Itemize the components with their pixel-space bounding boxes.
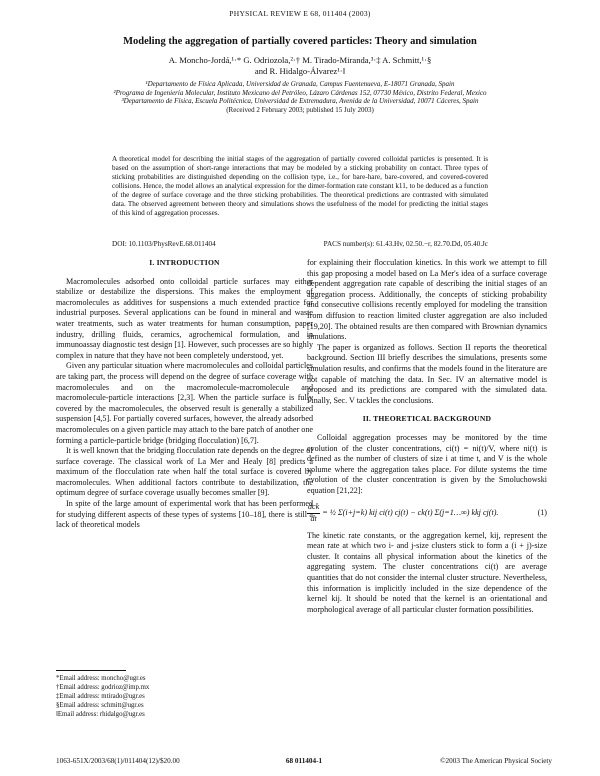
journal-header: PHYSICAL REVIEW E 68, 011404 (2003) xyxy=(229,9,371,18)
footer-issn: 1063-651X/2003/68(1)/011404(12)/$20.00 xyxy=(56,757,180,765)
intro-paragraph: The paper is organized as follows. Section II reports the theoretical background. Section III briefly describes the simulations, presents some simulation results, and confirms that the models found in the literature are not capable of matching the data. In Sec. IV an alternative model is proposed and its predictions are compared with the simulated data. Finally, Sec. V tackles the conclusions. xyxy=(307,342,547,405)
authors-line-1: A. Moncho-Jordá,¹·* G. Odriozola,²·† M. Tirado-Miranda,³·‡ A. Schmitt,¹·§ xyxy=(168,55,432,65)
section-1-heading: I. INTRODUCTION xyxy=(149,258,220,267)
background-paragraph: The kinetic rate constants, or the aggregation kernel, kij, represent the mean rate at which two i- and j-size clusters stick to form a (i + j)-size cluster. It contains all physical information about the kinetics of the aggregating system. The cluster concentrations ci(t) are average quantities that do not consider the internal cluster structure. Nevertheless, this information is implicitly included in the size dependence of the kernel kij. It should be noted that the kernel is an orientational and morphological average of all particular cluster formation possibilities. xyxy=(307,530,547,614)
smoluchowski-equation xyxy=(307,502,547,524)
footnotes xyxy=(56,670,276,719)
equation-rhs: = ½ Σ(i+j=k) kij ci(t) cj(t) − ck(t) Σ(j=1…∞) kkj cj(t). xyxy=(322,508,499,518)
footnote-email: *Email address: moncho@ugr.es xyxy=(56,675,146,682)
intro-paragraph: It is well known that the bridging flocculation rate depends on the degree of surface coverage. The classical work of La Mer and Healy [8] predicts a maximum of the flocculation rate when half the total surface is covered by macromolecules. When additional factors contribute to destabilization, the optimum degree of surface coverage usually becomes smaller [9]. xyxy=(56,446,313,498)
footnote-email: ‖Email address: rhidalgo@ugr.es xyxy=(56,711,145,718)
footer-copyright: ©2003 The American Physical Society xyxy=(440,757,552,765)
doi-pacs-line xyxy=(112,240,488,248)
intro-paragraph: In spite of the large amount of experimental work that has been performed for studying different aspects of these types of systems [10–18], there is still a lack of theoretical models xyxy=(56,499,313,530)
footnote-email: §Email address: schmitt@ugr.es xyxy=(56,702,144,709)
left-column xyxy=(56,258,313,531)
footnote-divider xyxy=(56,670,126,671)
equation-number: (1) xyxy=(537,508,547,518)
footnote-email: †Email address: godrioz@imp.mx xyxy=(56,684,150,691)
abstract: A theoretical model for describing the initial stages of the aggregation of partially covered colloidal particles is presented. It is based on the assumption of short-range interactions that may be modeled by a sticking probability on contact. Three types of sticking probabilities are distinguished depending on the collision type, i.e., for bare-hare, bare-covered, and covered-covered collisions. Hence, the model allows an analytical expression for the dimer-formation rate constant k11, to be deduced as a function of the degree of surface coverage and the three sticking probabilities. The theoretical predictions are contrasted with simulated data. The observed agreement between theory and simulations shows the usefulness of the model for predicting the initial stages of this kind of aggregation processes. xyxy=(112,155,488,217)
intro-continuation: for explaining their flocculation kinetics. In this work we attempt to fill this gap proposing a model based on La Mer's idea of a surface coverage dependent aggregation rate capable of describing the initial stages of an aggregation process. Additionally, the concepts of sticking probability and consecutive collisions recently employed for modeling the transition from diffusion to reaction limited cluster aggregation are also included [19,20]. The obtained results are then compared with Brownian dynamics simulations. xyxy=(307,258,547,342)
background-paragraph: Colloidal aggregation processes may be monitored by the time evolution of the cluster concentrations, ci(t) = ni(t)/V, where ni(t) is defined as the number of clusters of size i at time t, and V is the whole volume where the aggregation takes place. For dilute systems the time evolution of the cluster concentration is given by the Smoluchowski equation [21,22]: xyxy=(307,432,547,495)
pacs-numbers: PACS number(s): 61.43.Hv, 02.50.−r, 82.70.Dd, 05.40.Jc xyxy=(323,240,488,248)
authors-line-2: and R. Hidalgo-Álvarez¹·‖ xyxy=(254,66,346,76)
affiliations xyxy=(30,80,570,114)
footer-page-number: 68 011404-1 xyxy=(285,757,323,765)
equation-lhs-denominator: dt xyxy=(310,514,317,524)
affiliation-3: ³Departamento de Física, Escuela Politécnica, Universidad de Extremadura, Avenida de la Universidad, 10071 Cáceres, Spain xyxy=(121,97,479,105)
paper-title: Modeling the aggregation of partially covered particles: Theory and simulation xyxy=(123,36,477,47)
equation-lhs xyxy=(307,502,320,524)
authors xyxy=(70,55,530,77)
intro-paragraph: Given any particular situation where macromolecules and colloidal particles are taking part, the process will depend on the degree of surface coverage with macromolecules and on the macromolecule-macromolecule and macromolecule-particle interactions [2,3]. When the particle surface is fully covered by the macromolecules, the observed result is generally a stabilized suspension [4,5]. For partially covered surfaces, however, the already adsorbed macromolecules on a given particle may attach to the bare patch of another one forming a particle-particle bridge (bridging flocculation) [6,7]. xyxy=(56,361,313,445)
right-column xyxy=(307,258,547,615)
footnote-email: ‡Email address: mtirado@ugr.es xyxy=(56,693,145,700)
doi: DOI: 10.1103/PhysRevE.68.011404 xyxy=(112,240,216,248)
equation-lhs-numerator: dck xyxy=(307,502,320,514)
affiliation-1: ¹Departamento de Física Aplicada, Universidad de Granada, Campus Fuentenueva, E-18071 Granada, Spain xyxy=(145,80,455,88)
section-2-heading: II. THEORETICAL BACKGROUND xyxy=(362,414,492,424)
affiliation-2: ²Programa de Ingeniería Molecular, Instituto Mexicano del Petróleo, Lázaro Cárdenas 152, 07730 México, Distrito Federal, Mexico xyxy=(113,88,487,97)
intro-paragraph: Macromolecules adsorbed onto colloidal particle surfaces may either stabilize or destabilize the dispersions. This makes the employment of macromolecules as additives for suspensions a much extended practice for industrial purposes. Several applications can be found in mineral and waste water treatments, such as water treatments for human consumption, paper industry, drilling fluids, ceramics, agrochemical formulation, and in immunoassay diagnostic test design [1]. However, such processes are so highly complex in nature that they have not been completely understood, yet. xyxy=(56,276,313,360)
received-dates: (Received 2 February 2003; published 15 July 2003) xyxy=(226,105,374,114)
